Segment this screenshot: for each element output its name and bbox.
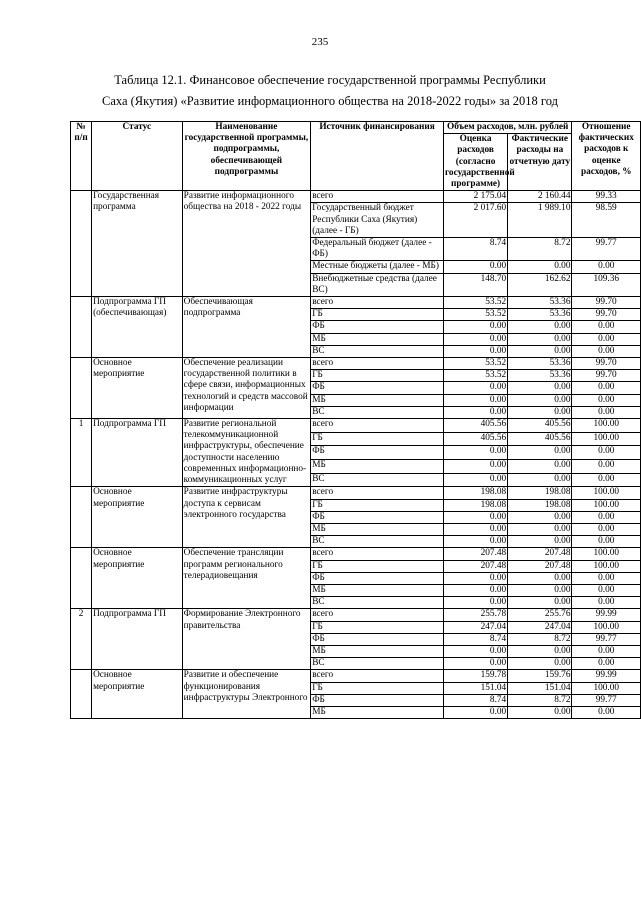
actual-cell: 53.36 bbox=[508, 370, 572, 382]
ratio-cell: 100.00 bbox=[572, 560, 641, 572]
actual-cell: 405.56 bbox=[508, 432, 572, 446]
actual-cell: 0.00 bbox=[508, 572, 572, 584]
funding-source-cell: ВС bbox=[311, 658, 444, 670]
actual-cell: 247.04 bbox=[508, 621, 572, 633]
col-header-ratio: Отношение фактических расходов к оценке расходов, % bbox=[572, 122, 641, 191]
funding-source-cell: ФБ bbox=[311, 382, 444, 394]
estimate-cell: 0.00 bbox=[443, 536, 507, 548]
actual-cell: 2 160.44 bbox=[508, 191, 572, 203]
actual-cell: 1 989.10 bbox=[508, 203, 572, 238]
funding-source-cell: ВС bbox=[311, 345, 444, 357]
actual-cell: 0.00 bbox=[508, 536, 572, 548]
funding-source-cell: ФБ bbox=[311, 446, 444, 460]
table-row bbox=[71, 191, 641, 203]
row-number-cell bbox=[71, 358, 92, 419]
estimate-cell: 53.52 bbox=[443, 309, 507, 321]
funding-source-cell: МБ bbox=[311, 645, 444, 657]
table-title bbox=[60, 70, 600, 112]
ratio-cell: 0.00 bbox=[572, 511, 641, 523]
funding-source-cell: всего bbox=[311, 191, 444, 203]
ratio-cell: 99.70 bbox=[572, 370, 641, 382]
col-header-status: Статус bbox=[92, 122, 183, 191]
actual-cell: 0.00 bbox=[508, 511, 572, 523]
status-cell: Государственная программа bbox=[92, 191, 183, 297]
estimate-cell: 0.00 bbox=[443, 584, 507, 596]
ratio-cell: 0.00 bbox=[572, 321, 641, 333]
actual-cell: 0.00 bbox=[508, 321, 572, 333]
actual-cell: 151.04 bbox=[508, 682, 572, 694]
estimate-cell: 255.78 bbox=[443, 609, 507, 621]
estimate-cell: 8.74 bbox=[443, 633, 507, 645]
funding-source-cell: МБ bbox=[311, 333, 444, 345]
actual-cell: 0.00 bbox=[508, 584, 572, 596]
funding-source-cell: МБ bbox=[311, 584, 444, 596]
table-row bbox=[71, 297, 641, 309]
table-row bbox=[71, 670, 641, 682]
ratio-cell: 100.00 bbox=[572, 499, 641, 511]
ratio-cell: 99.99 bbox=[572, 670, 641, 682]
row-number-cell bbox=[71, 487, 92, 548]
status-cell: Подпрограмма ГП bbox=[92, 609, 183, 670]
estimate-cell: 207.48 bbox=[443, 548, 507, 560]
ratio-cell: 100.00 bbox=[572, 682, 641, 694]
actual-cell: 0.00 bbox=[508, 473, 572, 487]
status-cell: Основное мероприятие bbox=[92, 670, 183, 719]
funding-source-cell: ГБ bbox=[311, 309, 444, 321]
row-number-cell bbox=[71, 191, 92, 297]
funding-source-cell: ФБ bbox=[311, 321, 444, 333]
actual-cell: 207.48 bbox=[508, 560, 572, 572]
col-header-no: № п/п bbox=[71, 122, 92, 191]
row-number-cell bbox=[71, 297, 92, 358]
actual-cell: 198.08 bbox=[508, 499, 572, 511]
estimate-cell: 0.00 bbox=[443, 572, 507, 584]
funding-source-cell: Государственный бюджет Республики Саха (Якутия) (далее - ГБ) bbox=[311, 203, 444, 238]
ratio-cell: 100.00 bbox=[572, 487, 641, 499]
estimate-cell: 0.00 bbox=[443, 460, 507, 474]
estimate-cell: 0.00 bbox=[443, 382, 507, 394]
ratio-cell: 100.00 bbox=[572, 621, 641, 633]
col-header-source: Источник финансирования bbox=[311, 122, 444, 191]
actual-cell: 0.00 bbox=[508, 658, 572, 670]
actual-cell: 0.00 bbox=[508, 345, 572, 357]
funding-source-cell: всего bbox=[311, 358, 444, 370]
funding-source-cell: ГБ bbox=[311, 499, 444, 511]
row-number-cell bbox=[71, 548, 92, 609]
estimate-cell: 405.56 bbox=[443, 419, 507, 433]
actual-cell: 0.00 bbox=[508, 645, 572, 657]
ratio-cell: 99.33 bbox=[572, 191, 641, 203]
funding-source-cell: всего bbox=[311, 297, 444, 309]
ratio-cell: 0.00 bbox=[572, 406, 641, 418]
funding-source-cell: ГБ bbox=[311, 370, 444, 382]
estimate-cell: 0.00 bbox=[443, 706, 507, 718]
funding-source-cell: ФБ bbox=[311, 511, 444, 523]
estimate-cell: 148.70 bbox=[443, 273, 507, 296]
ratio-cell: 0.00 bbox=[572, 597, 641, 609]
actual-cell: 53.36 bbox=[508, 297, 572, 309]
estimate-cell: 0.00 bbox=[443, 597, 507, 609]
funding-source-cell: ВС bbox=[311, 406, 444, 418]
actual-cell: 255.76 bbox=[508, 609, 572, 621]
title-line-2: Саха (Якутия) «Развитие информационного общества на 2018-2022 годы» за 2018 год bbox=[102, 94, 558, 108]
estimate-cell: 0.00 bbox=[443, 473, 507, 487]
actual-cell: 0.00 bbox=[508, 394, 572, 406]
page-number: 235 bbox=[311, 36, 329, 48]
funding-source-cell: ВС bbox=[311, 536, 444, 548]
funding-source-cell: Федеральный бюджет (далее - ФБ) bbox=[311, 238, 444, 261]
actual-cell: 0.00 bbox=[508, 261, 572, 273]
table-row bbox=[71, 609, 641, 621]
funding-source-cell: всего bbox=[311, 419, 444, 433]
ratio-cell: 0.00 bbox=[572, 446, 641, 460]
estimate-cell: 198.08 bbox=[443, 499, 507, 511]
table-row bbox=[71, 358, 641, 370]
funding-source-cell: МБ bbox=[311, 706, 444, 718]
actual-cell: 0.00 bbox=[508, 382, 572, 394]
ratio-cell: 0.00 bbox=[572, 460, 641, 474]
estimate-cell: 0.00 bbox=[443, 658, 507, 670]
col-header-actual: Фактические расходы на отчетную дату bbox=[508, 134, 572, 191]
funding-source-cell: МБ bbox=[311, 523, 444, 535]
title-line-1: Таблица 12.1. Финансовое обеспечение государственной программы Республики bbox=[114, 73, 546, 87]
ratio-cell: 99.77 bbox=[572, 694, 641, 706]
program-name-cell: Обеспечивающая подпрограмма bbox=[182, 297, 311, 358]
actual-cell: 53.36 bbox=[508, 358, 572, 370]
funding-source-cell: ВС bbox=[311, 473, 444, 487]
estimate-cell: 0.00 bbox=[443, 446, 507, 460]
program-name-cell: Развитие региональной телекоммуникационной инфраструктуры, обеспечение доступности населению современных информационно-коммуникационных услуг bbox=[182, 419, 311, 487]
col-header-estimate: Оценка расходов (согласно государственной программе) bbox=[444, 134, 515, 190]
funding-source-cell: ФБ bbox=[311, 694, 444, 706]
ratio-cell: 99.70 bbox=[572, 309, 641, 321]
actual-cell: 405.56 bbox=[508, 419, 572, 433]
status-cell: Подпрограмма ГП bbox=[92, 419, 183, 487]
ratio-cell: 100.00 bbox=[572, 548, 641, 560]
estimate-cell: 53.52 bbox=[443, 297, 507, 309]
table-row bbox=[71, 419, 641, 433]
ratio-cell: 0.00 bbox=[572, 706, 641, 718]
ratio-cell: 0.00 bbox=[572, 394, 641, 406]
funding-source-cell: ГБ bbox=[311, 682, 444, 694]
ratio-cell: 0.00 bbox=[572, 536, 641, 548]
ratio-cell: 0.00 bbox=[572, 645, 641, 657]
status-cell: Основное мероприятие bbox=[92, 548, 183, 609]
ratio-cell: 99.70 bbox=[572, 297, 641, 309]
estimate-cell: 0.00 bbox=[443, 394, 507, 406]
funding-source-cell: всего bbox=[311, 487, 444, 499]
program-name-cell: Формирование Электронного правительства bbox=[182, 609, 311, 670]
ratio-cell: 109.36 bbox=[572, 273, 641, 296]
estimate-cell: 8.74 bbox=[443, 694, 507, 706]
row-number-cell: 2 bbox=[71, 609, 92, 670]
ratio-cell: 0.00 bbox=[572, 473, 641, 487]
ratio-cell: 0.00 bbox=[572, 523, 641, 535]
program-name-cell: Развитие инфраструктуры доступа к сервисам электронного государства bbox=[182, 487, 311, 548]
actual-cell: 0.00 bbox=[508, 460, 572, 474]
estimate-cell: 0.00 bbox=[443, 511, 507, 523]
ratio-cell: 99.77 bbox=[572, 633, 641, 645]
estimate-cell: 198.08 bbox=[443, 487, 507, 499]
col-header-volume: Объем расходов, млн. рублей bbox=[443, 122, 572, 134]
program-name-cell: Развитие информационного общества на 2018 - 2022 годы bbox=[182, 191, 311, 297]
ratio-cell: 100.00 bbox=[572, 419, 641, 433]
row-number-cell: 1 bbox=[71, 419, 92, 487]
estimate-cell: 8.74 bbox=[443, 238, 507, 261]
financing-table bbox=[70, 121, 641, 719]
funding-source-cell: ГБ bbox=[311, 432, 444, 446]
actual-cell: 0.00 bbox=[508, 406, 572, 418]
funding-source-cell: Внебюджетные средства (далее ВС) bbox=[311, 273, 444, 296]
actual-cell: 207.48 bbox=[508, 548, 572, 560]
estimate-cell: 247.04 bbox=[443, 621, 507, 633]
row-number-cell bbox=[71, 670, 92, 719]
table-row bbox=[71, 548, 641, 560]
estimate-cell: 0.00 bbox=[443, 406, 507, 418]
actual-cell: 0.00 bbox=[508, 446, 572, 460]
program-name-cell: Развитие и обеспечение функционирования инфраструктуры Электронного bbox=[182, 670, 311, 719]
ratio-cell: 99.70 bbox=[572, 358, 641, 370]
actual-cell: 0.00 bbox=[508, 333, 572, 345]
funding-source-cell: ФБ bbox=[311, 633, 444, 645]
header-row-1 bbox=[71, 122, 641, 134]
ratio-cell: 0.00 bbox=[572, 345, 641, 357]
status-cell: Основное мероприятие bbox=[92, 358, 183, 419]
estimate-cell: 207.48 bbox=[443, 560, 507, 572]
actual-cell: 0.00 bbox=[508, 523, 572, 535]
actual-cell: 0.00 bbox=[508, 706, 572, 718]
ratio-cell: 0.00 bbox=[572, 333, 641, 345]
funding-source-cell: МБ bbox=[311, 394, 444, 406]
estimate-cell: 0.00 bbox=[443, 523, 507, 535]
estimate-cell: 0.00 bbox=[443, 345, 507, 357]
actual-cell: 0.00 bbox=[508, 597, 572, 609]
actual-cell: 53.36 bbox=[508, 309, 572, 321]
funding-source-cell: ВС bbox=[311, 597, 444, 609]
ratio-cell: 0.00 bbox=[572, 261, 641, 273]
program-name-cell: Обеспечение трансляции программ регионального телерадиовещания bbox=[182, 548, 311, 609]
estimate-cell: 0.00 bbox=[443, 333, 507, 345]
estimate-cell: 0.00 bbox=[443, 321, 507, 333]
estimate-cell: 2 175.04 bbox=[443, 191, 507, 203]
actual-cell: 198.08 bbox=[508, 487, 572, 499]
ratio-cell: 0.00 bbox=[572, 572, 641, 584]
estimate-cell: 151.04 bbox=[443, 682, 507, 694]
funding-source-cell: ГБ bbox=[311, 621, 444, 633]
estimate-cell: 405.56 bbox=[443, 432, 507, 446]
actual-cell: 162.62 bbox=[508, 273, 572, 296]
funding-source-cell: МБ bbox=[311, 460, 444, 474]
estimate-cell: 53.52 bbox=[443, 370, 507, 382]
estimate-cell: 0.00 bbox=[443, 645, 507, 657]
ratio-cell: 100.00 bbox=[572, 432, 641, 446]
col-header-name: Наименование государственной программы, подпрограммы, обеспечивающей подпрограммы bbox=[182, 122, 311, 191]
funding-source-cell: Местные бюджеты (далее - МБ) bbox=[311, 261, 444, 273]
program-name-cell: Обеспечение реализации государственной политики в сфере связи, информационных технологий и средств массовой информации bbox=[182, 358, 311, 419]
status-cell: Основное мероприятие bbox=[92, 487, 183, 548]
actual-cell: 8.72 bbox=[508, 633, 572, 645]
ratio-cell: 99.77 bbox=[572, 238, 641, 261]
estimate-cell: 53.52 bbox=[443, 358, 507, 370]
table-row bbox=[71, 487, 641, 499]
actual-cell: 159.76 bbox=[508, 670, 572, 682]
actual-cell: 8.72 bbox=[508, 694, 572, 706]
funding-source-cell: всего bbox=[311, 548, 444, 560]
estimate-cell: 159.78 bbox=[443, 670, 507, 682]
table-body bbox=[71, 191, 641, 719]
ratio-cell: 98.59 bbox=[572, 203, 641, 238]
ratio-cell: 0.00 bbox=[572, 584, 641, 596]
funding-source-cell: всего bbox=[311, 670, 444, 682]
funding-source-cell: всего bbox=[311, 609, 444, 621]
funding-source-cell: ГБ bbox=[311, 560, 444, 572]
estimate-cell: 0.00 bbox=[443, 261, 507, 273]
funding-source-cell: ФБ bbox=[311, 572, 444, 584]
actual-cell: 8.72 bbox=[508, 238, 572, 261]
ratio-cell: 0.00 bbox=[572, 382, 641, 394]
status-cell: Подпрограмма ГП (обеспечивающая) bbox=[92, 297, 183, 358]
ratio-cell: 99.99 bbox=[572, 609, 641, 621]
ratio-cell: 0.00 bbox=[572, 658, 641, 670]
estimate-cell: 2 017.60 bbox=[443, 203, 507, 238]
